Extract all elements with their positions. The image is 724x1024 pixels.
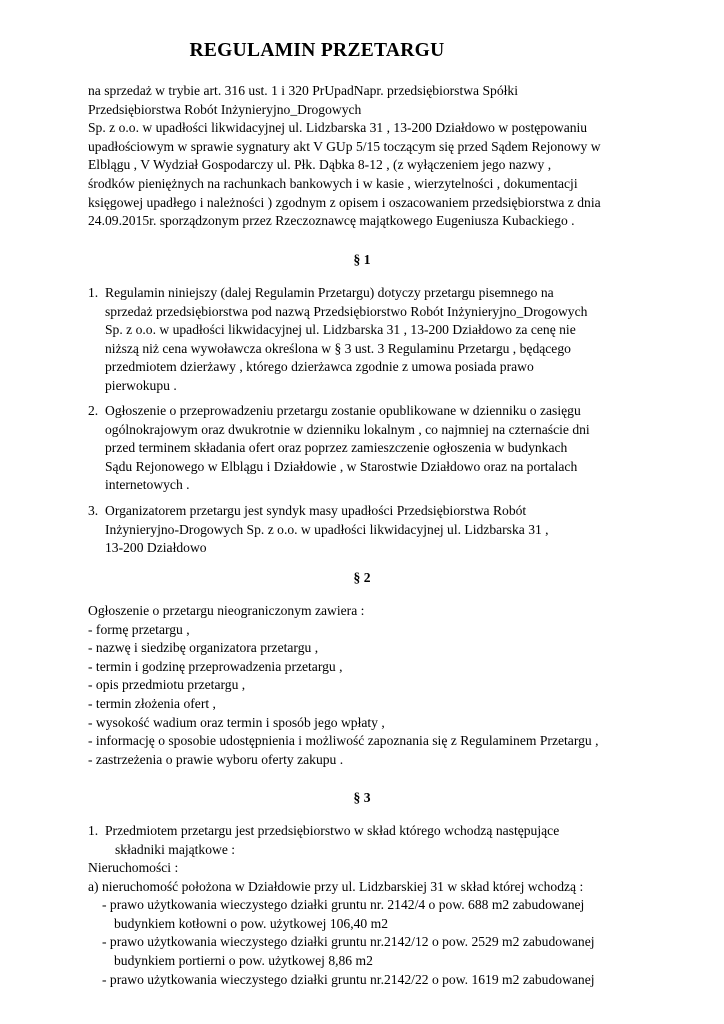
intro-line: na sprzedaż w trybie art. 316 ust. 1 i 320 PrUpadNapr. przedsiębiorstwa Spółki bbox=[88, 83, 518, 98]
item-line: Sp. z o.o. w upadłości likwidacyjnej ul. Lidzbarska 31 , 13-200 Działdowo za cenę nie bbox=[105, 322, 576, 338]
list-line: - opis przedmiotu przetargu , bbox=[88, 677, 246, 693]
item-line: sprzedaż przedsiębiorstwa pod nazwą Przedsiębiorstwo Robót Inżynieryjno_Drogowych bbox=[105, 303, 588, 319]
item-line: Inżynieryjno-Drogowych Sp. z o.o. w upadłości likwidacyjnej ul. Lidzbarska 31 , bbox=[105, 521, 549, 537]
item-number: 2. bbox=[88, 403, 99, 418]
intro-paragraph bbox=[88, 82, 648, 231]
property-line: Nieruchomości : bbox=[88, 860, 179, 875]
section-3-body bbox=[88, 859, 648, 989]
list-line: - nazwę i siedzibę organizatora przetargu , bbox=[88, 640, 319, 656]
section-2-heading: § 2 bbox=[353, 570, 371, 585]
item-number: 3. bbox=[88, 503, 99, 518]
list-line: - zastrzeżenia o prawie wyboru oferty zakupu . bbox=[88, 751, 344, 767]
section-1-heading: § 1 bbox=[353, 252, 371, 267]
property-line: budynkiem kotłowni o pow. użytkowej 106,40 m2 bbox=[114, 915, 388, 931]
item-line: przed terminem składania ofert oraz poprzez zamieszczenie ogłoszenia w budynkach bbox=[105, 440, 568, 456]
list-line: Ogłoszenie o przetargu nieograniczonym zawiera : bbox=[88, 603, 365, 618]
intro-line: Elblągu , V Wydział Gospodarczy ul. Płk. Dąbka 8-12 , (z wyłączeniem jego nazwy , bbox=[88, 157, 552, 173]
item-line: niższą niż cena wywoławcza określona w § 3 ust. 3 Regulaminu Przetargu , będącego bbox=[105, 340, 571, 356]
intro-line: Przedsiębiorstwa Robót Inżynieryjno_Drogowych bbox=[88, 101, 362, 117]
intro-line: Sp. z o.o. w upadłości likwidacyjnej ul. Lidzbarska 31 , 13-200 Działdowo w postępowaniu bbox=[88, 120, 588, 136]
item-line: internetowych . bbox=[105, 477, 190, 493]
list-line: - termin i godzinę przeprowadzenia przetargu , bbox=[88, 658, 343, 674]
item-line: Organizatorem przetargu jest syndyk masy upadłości Przedsiębiorstwa Robót bbox=[105, 503, 527, 518]
document-title: REGULAMIN PRZETARGU bbox=[189, 40, 445, 61]
intro-line: upadłościowym w sprawie sygnatury akt V GUp 5/15 toczącym się przed Sądem Rejonowy w bbox=[88, 138, 601, 154]
property-line: - prawo użytkowania wieczystego działki gruntu nr. 2142/4 o pow. 688 m2 zabudowanej bbox=[102, 897, 585, 913]
list-line: - termin złożenia ofert , bbox=[88, 695, 216, 711]
list-line: - informację o sposobie udostępnienia i możliwość zapoznania się z Regulaminem Przetargu , bbox=[88, 733, 599, 749]
item-line: Regulamin niniejszy (dalej Regulamin Przetargu) dotyczy przetargu pisemnego na bbox=[105, 285, 554, 300]
item-line: ogólnokrajowym oraz dwukrotnie w dzienniku lokalnym , co najmniej na czternaście dni bbox=[105, 421, 590, 437]
item-line: Ogłoszenie o przeprowadzeniu przetargu zostanie opublikowane w dzienniku o zasięgu bbox=[105, 403, 581, 418]
section-2-body bbox=[88, 602, 648, 769]
property-line: budynkiem portierni o pow. użytkowej 8,86 m2 bbox=[114, 952, 373, 968]
property-line: a) nieruchomość położona w Działdowie przy ul. Lidzbarskiej 31 w skład której wchodzą : bbox=[88, 878, 584, 894]
item-line: składniki majątkowe : bbox=[115, 841, 236, 857]
property-line: - prawo użytkowania wieczystego działki gruntu nr.2142/22 o pow. 1619 m2 zabudowanej bbox=[102, 971, 595, 987]
list-line: - formę przetargu , bbox=[88, 621, 190, 637]
list-line: - wysokość wadium oraz termin i sposób jego wpłaty , bbox=[88, 714, 385, 730]
intro-line: księgowej upadłego i należności ) zgodnym z opisem i oszacowaniem przedsiębiorstwa z dnia bbox=[88, 194, 601, 210]
section-3-heading: § 3 bbox=[353, 790, 371, 805]
item-line: pierwokupu . bbox=[105, 377, 177, 393]
property-line: - prawo użytkowania wieczystego działki gruntu nr.2142/12 o pow. 2529 m2 zabudowanej bbox=[102, 934, 595, 950]
item-number: 1. bbox=[88, 823, 99, 838]
item-line: 13-200 Działdowo bbox=[105, 540, 207, 556]
intro-line: środków pieniężnych na rachunkach bankowych i w kasie , wierzytelności , dokumentacji bbox=[88, 175, 578, 191]
intro-line: 24.09.2015r. sporządzonym przez Rzeczoznawcę majątkowego Eugeniusza Kubackiego . bbox=[88, 213, 575, 229]
item-line: Przedmiotem przetargu jest przedsiębiorstwo w skład którego wchodzą następujące bbox=[105, 823, 560, 838]
item-line: przedmiotem dzierżawy , którego dzierżawca zgodnie z umowa posiada prawo bbox=[105, 359, 534, 375]
item-line: Sądu Rejonowego w Elblągu i Działdowie , w Starostwie Działdowo oraz na portalach bbox=[105, 458, 578, 474]
item-number: 1. bbox=[88, 285, 99, 300]
